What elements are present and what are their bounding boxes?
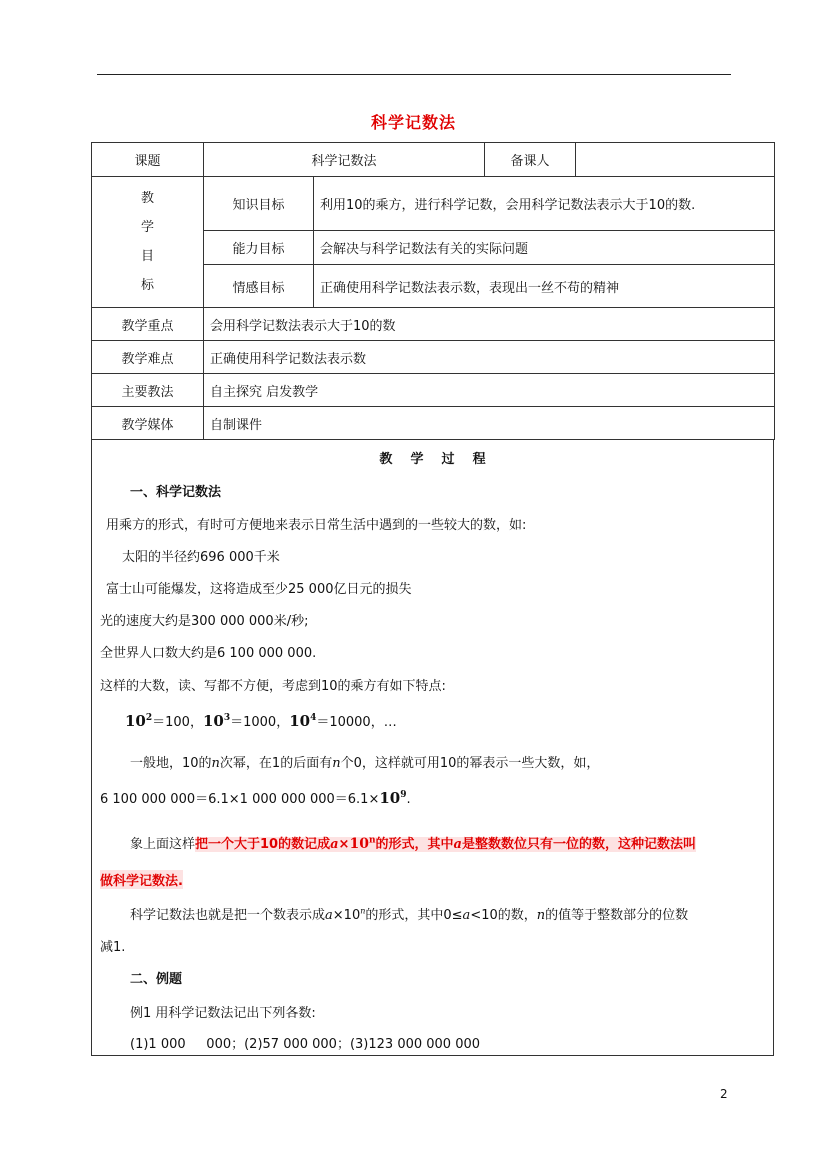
method-text: 自主探究 启发教学 xyxy=(204,374,775,407)
goal-label-knowledge: 知识目标 xyxy=(204,177,314,231)
definition-line-2: 做科学记数法. xyxy=(100,870,183,889)
example-light-speed: 光的速度大约是300 000 000米/秒; xyxy=(100,614,309,629)
population-equation: 6 100 000 000＝6.1×1 000 000 $000=6.1\times 10^9$. xyxy=(100,789,411,807)
sci-notation-explanation-end: 减1. xyxy=(100,940,126,955)
example-fuji: 富士山可能爆发，这将造成至少25 000亿日元的损失 xyxy=(106,582,412,597)
goal-text-knowledge: 利用10的乘方，进行科学记数，会用科学记数法表示大于10的数. xyxy=(314,177,775,231)
example-sun-radius: 太阳的半径约696 000千米 xyxy=(122,550,280,565)
example-population: 全世界人口数大约是6 100 000 000. xyxy=(100,646,317,661)
difficulty-text: 正确使用科学记数法表示数 xyxy=(204,341,775,374)
method-label: 主要教法 xyxy=(92,374,204,407)
page-number: 2 xyxy=(720,1087,728,1101)
goal-text-emotion: 正确使用科学记数法表示数，表现出一丝不苟的精神 xyxy=(314,265,775,308)
intro-text: 用乘方的形式，有时可方便地来表示日常生活中遇到的一些较大的数，如: xyxy=(106,518,527,533)
difficulty-label: 教学难点 xyxy=(92,341,204,374)
section-1-heading: 一、科学记数法 xyxy=(130,485,222,500)
goal-text-ability: 会解决与科学记数法有关的实际问题 xyxy=(314,231,775,265)
powers-of-ten-line: $10^2=100$，$10^3=1000$，$10^4=10000$，… xyxy=(125,712,397,730)
powers-intro: 这样的大数，读、写都不方便，考虑到10的乘方有如下特点: xyxy=(100,679,446,694)
goal-label-ability: 能力目标 xyxy=(204,231,314,265)
section-2-heading: 二、例题 xyxy=(130,972,183,987)
example-1-items: (1)1 000 000；(2)57 000 000；(3)123 000 000 000 xyxy=(130,1037,481,1052)
media-label: 教学媒体 xyxy=(92,407,204,440)
page-title: 科学记数法 xyxy=(370,113,456,132)
media-text: 自制课件 xyxy=(204,407,775,440)
topic-value: 科学记数法 xyxy=(204,143,485,176)
key-point-label: 教学重点 xyxy=(92,308,204,341)
preparer-label: 备课人 xyxy=(510,154,550,169)
topic-label: 课题 xyxy=(92,143,204,177)
key-point-text: 会用科学记数法表示大于10的数 xyxy=(204,308,775,341)
definition-line-1: 象上面这样把一个大于10的数记成$a\times 10^n$的形式，其中a是整数数位只有一位的数，这种记数法叫 xyxy=(130,835,696,852)
sci-notation-explanation: 科学记数法也就是把一个数表示成$a\times 10^n$的形式，其中0≤a<10的数，n的值等于整数部分的位数 xyxy=(130,906,689,923)
general-rule-text: 一般地，10的n次幂，在1的后面有n个0，这样就可用10的幂表示一些大数，如， xyxy=(130,756,600,771)
preparer-value xyxy=(576,143,775,177)
header-rule xyxy=(97,74,731,75)
lesson-info-table xyxy=(91,142,775,440)
goal-label-emotion: 情感目标 xyxy=(204,265,314,308)
process-heading: 教 学 过 程 xyxy=(379,452,486,467)
goals-label: 教 学 目 标 xyxy=(92,177,204,308)
example-1-prompt: 例1 用科学记数法记出下列各数: xyxy=(130,1006,316,1021)
teaching-process-box xyxy=(91,439,774,1056)
